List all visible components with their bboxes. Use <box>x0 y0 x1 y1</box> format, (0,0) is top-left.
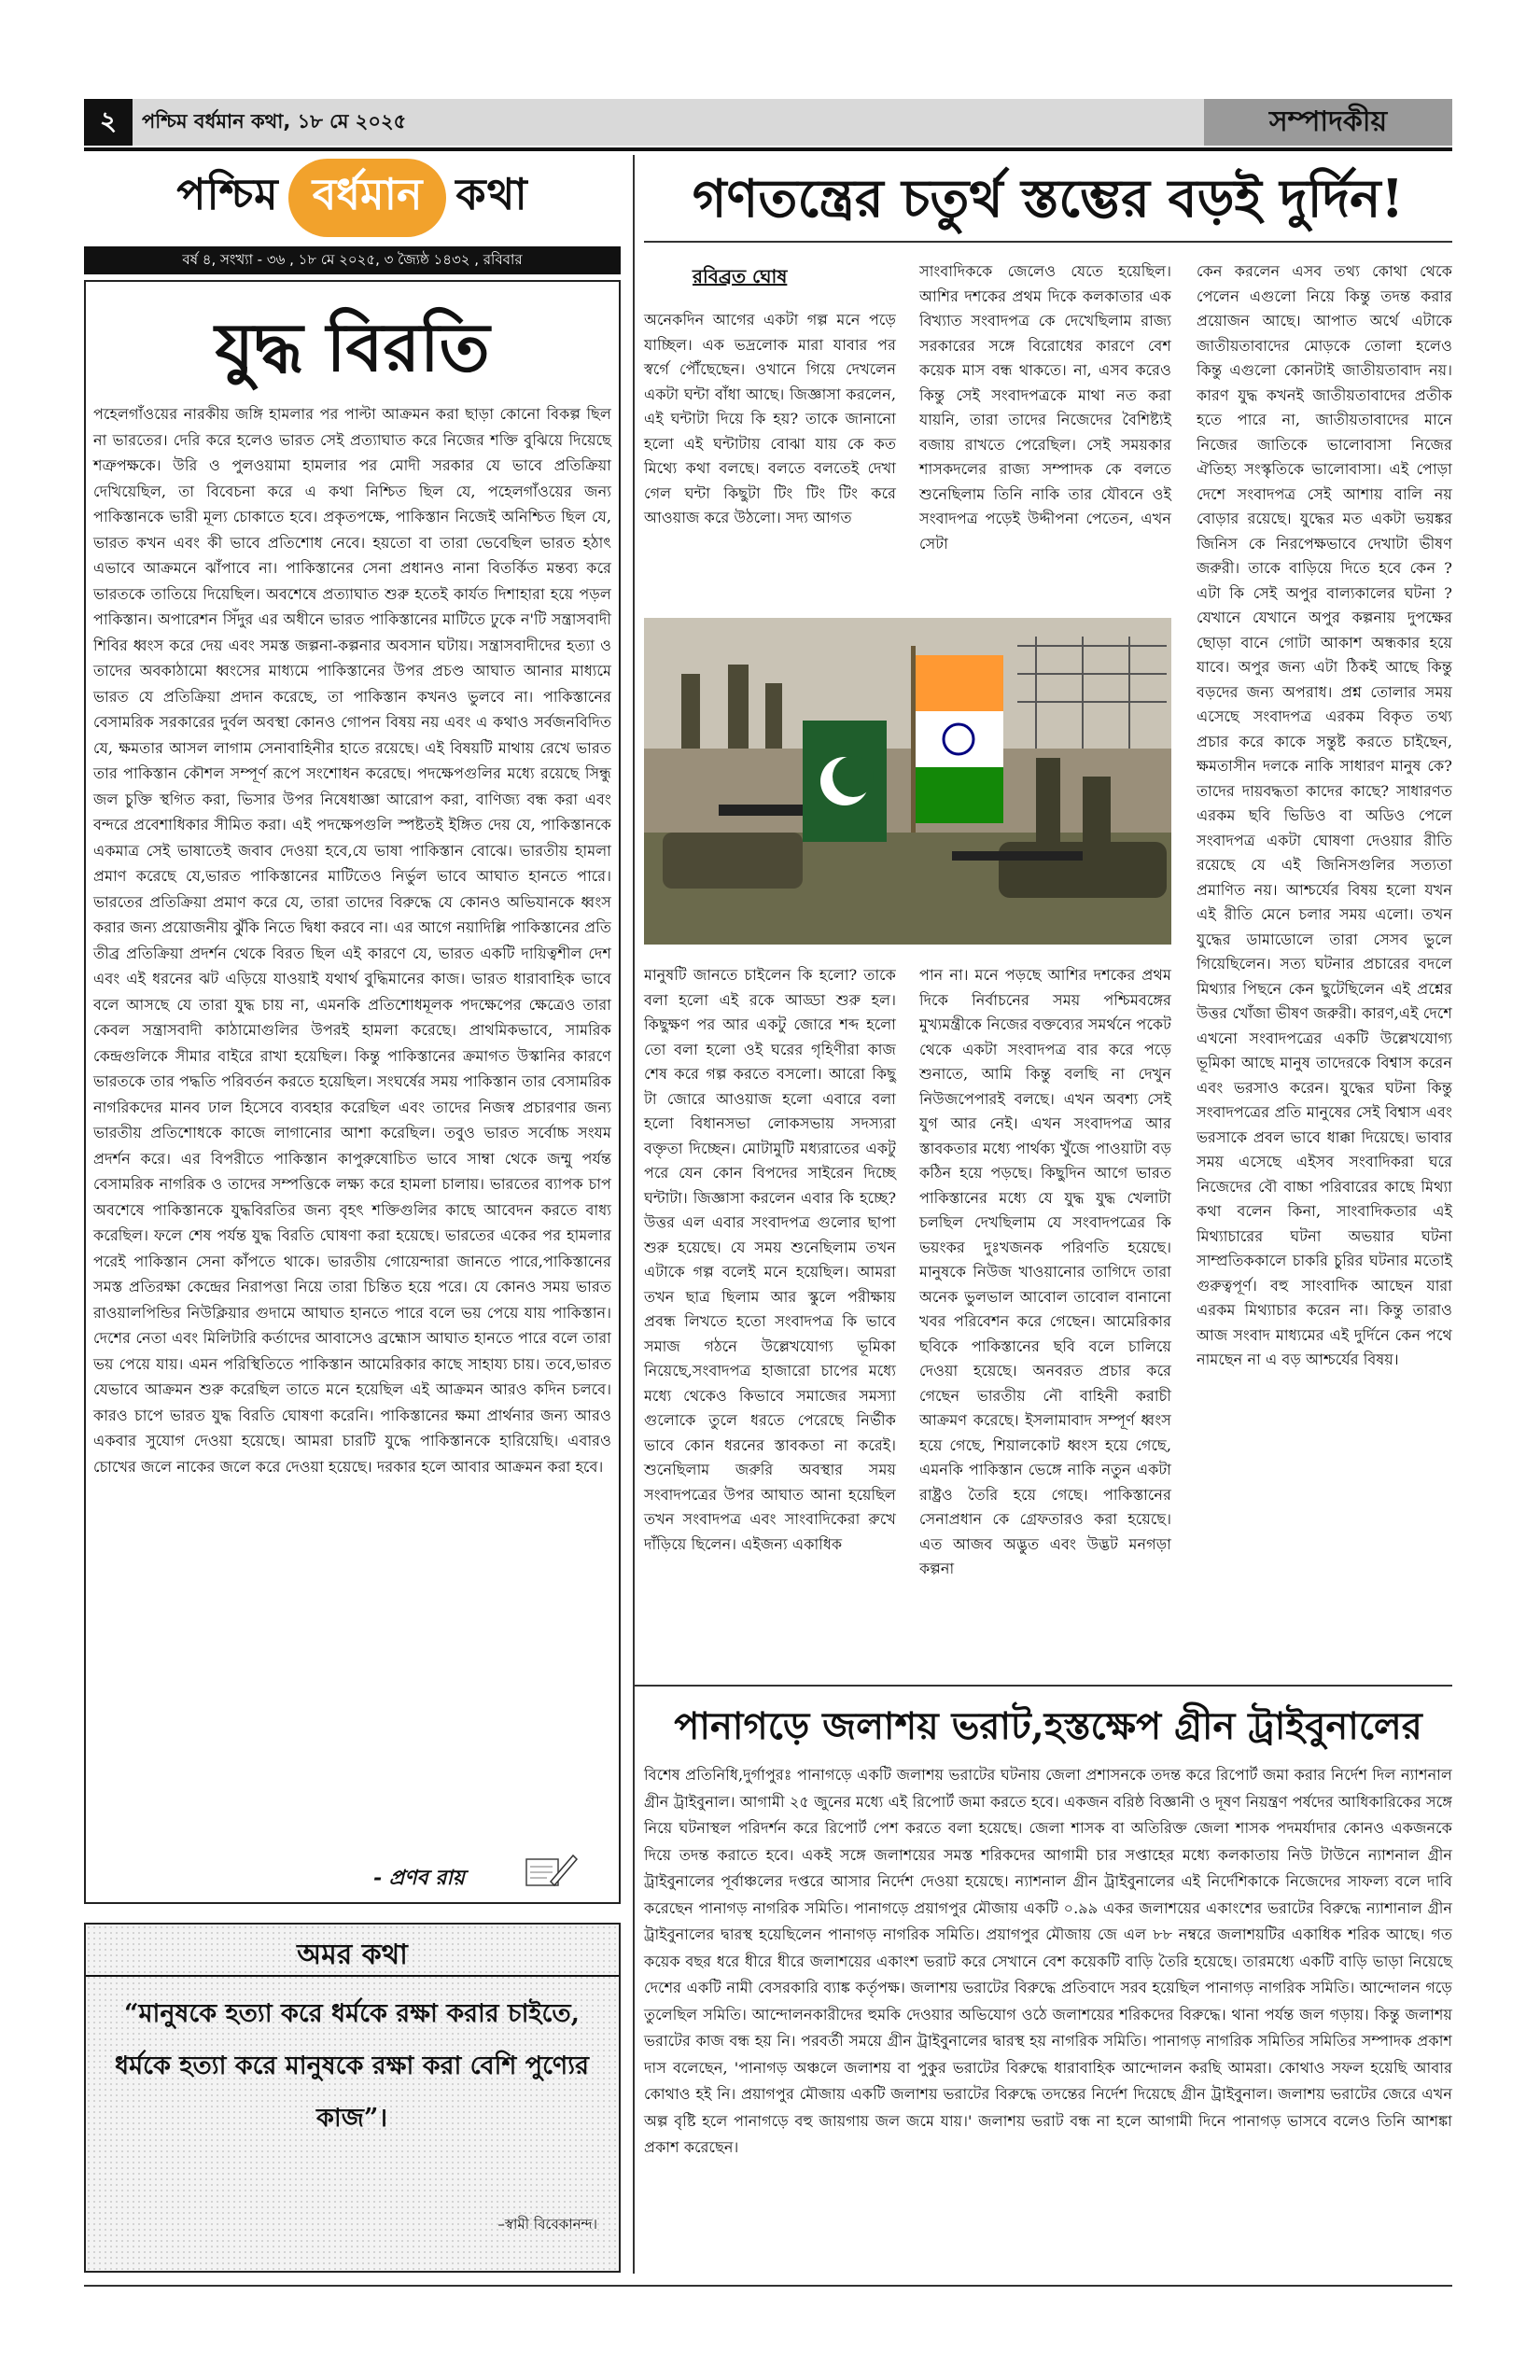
article-col-2-top: সাংবাদিককে জেলেও যেতে হয়েছিল। আশির দশকের প্রথম দিকে কলকাতার এক বিখ্যাত সংবাদপত্র কে দেখেছিলাম রাজ্য সরকারের সঙ্গে বিরোধের কারণে বেশ কয়েক মাস বন্ধ থাকতে। না, এসব করেও কিন্তু সেই সংবাদপত্রকে মাথা নত করা যায়নি, তারা তাদের নিজেদের বৈশিষ্ট্যই বজায় রাখতে পেরেছিল। সেই সময়কার শাসকদলের রাজ্য সম্পাদক কে বলতে শুনেছিলাম তিনি নাকি তার যৌবনে ওই সংবাদপত্র পড়েই উদ্দীপনা পেতেন, এখন সেটা <box>919 262 1171 553</box>
pen-icon <box>523 1850 579 1891</box>
pakistan-flag <box>803 721 887 842</box>
main-headline: গণতন্ত্রের চতুর্থ স্তম্ভের বড়ই দুর্দিন! <box>692 168 1405 230</box>
masthead-logo <box>84 157 621 239</box>
bottom-rule <box>84 2285 1452 2287</box>
column-divider <box>633 155 635 2274</box>
editorial-body: পহেলগাঁওয়ের নারকীয় জঙ্গি হামলার পর পাল্টা আক্রমন করা ছাড়া কোনো বিকল্প ছিল না ভারতের। দেরি করে হলেও ভারত সেই প্রত্যাঘাত করে নিজের শক্তি বুঝিয়ে দিয়েছে শত্রুপক্ষকে। উরি ও পুলওয়ামা হামলার পর মোদী সরকার যে ভাবে প্রতিক্রিয়া দেখিয়েছিল, তা বিবেচনা করে এ কথা নিশ্চিত ছিল যে, পহেলগাঁওয়ের জন্য পাকিস্তানকে ভারী মূল্য চোকাতে হবে। প্রকৃতপক্ষে, পাকিস্তান নিজেই অনিশ্চিত ছিল যে, ভারত কখন এবং কী ভাবে প্রতিশোধ নেবে। হয়তো বা তারা ভেবেছিল ভারত হঠাৎ এভাবে আক্রমনে ঝাঁপাবে না। পাকিস্তানের সেনা প্রধানও নানা বিতর্কিত মন্তব্য করে ভারতকে তাতিয়ে দিয়েছিল। অবশেষে প্রত্যাঘাত শুরু হতেই কার্যত দিশাহারা হয়ে পড়ল পাকিস্তান। অপারেশন সিঁদুর এর অধীনে ভারত পাকিস্তানের মাটিতে ঢুকে ন'টি সন্ত্রাসবাদী শিবির ধ্বংস করে দেয় এবং সমস্ত জল্পনা-কল্পনার অবসান ঘটায়। সন্ত্রাসবাদীদের হত্যা ও তাদের অবকাঠামো ধ্বংসের মাধ্যমে পাকিস্তানের উপর প্রচণ্ড আঘাত আনার মাধ্যমে ভারত যে প্রতিক্রিয়া প্রদান করেছে, তা পাকিস্তান কখনও ভুলবে না। পাকিস্তানের বেসামরিক সরকারের দুর্বল অবস্থা কোনও গোপন বিষয় নয় এবং এ কথাও সর্বজনবিদিত যে, ক্ষমতার আসল লাগাম সেনাবাহিনীর হাতে রয়েছে। এই বিষয়টি মাথায় রেখে ভারত তার পাকিস্তান কৌশল সম্পূর্ণ রূপে সংশোধন করেছে। পদক্ষেপগুলির মধ্যে রয়েছে সিন্ধু জল চুক্তি স্থগিত করা, ভিসার উপর নিষেধাজ্ঞা আরোপ করা, বাণিজ্য বন্ধ করা এবং বন্দরে প্রবেশাধিকার সীমিত করা। এই পদক্ষেপগুলি স্পষ্টতই ইঙ্গিত দেয় যে, পাকিস্তানকে একমাত্র সেই ভাষাতেই জবাব দেওয়া হবে,যে ভাষা পাকিস্তান বোঝে। ভারতীয় হামলা প্রমাণ করেছে যে,ভারত পাকিস্তানের মাটিতেও নির্ভুল ভাবে আঘাত হানতে পারে। ভারতের প্রতিক্রিয়া প্রমাণ করে যে, তারা তাদের বিরুদ্ধে যে কোনও অভিযানকে ধ্বংস করার জন্য প্রয়োজনীয় ঝুঁকি নিতে দ্বিধা করবে না। এর আগে নয়াদিল্লি পাকিস্তানের প্রতি তীব্র প্রতিক্রিয়া প্রদর্শন থেকে বিরত ছিল এই কারণে যে, ভারত একটি দায়িত্বশীল দেশ এবং এই ধরনের ঝট এড়িয়ে যাওয়াই যথার্থ বুদ্ধিমানের কাজ। ভারত ধারাবাহিক ভাবে বলে আসছে যে তারা যুদ্ধ চায় না, এমনকি প্রতিশোধমূলক পদক্ষেপের ক্ষেত্রেও তারা কেবল সন্ত্রাসবাদী কাঠামোগুলির উপরই হামলা করেছে। প্রাথমিকভাবে, সামরিক কেন্দ্রগুলিকে সীমার বাইরে রাখা হয়েছিল। কিন্তু পাকিস্তানের ক্রমাগত উস্কানির কারণে ভারতকে তার পদ্ধতি পরিবর্তন করতে হয়েছিল। সংঘর্ষের সময় পাকিস্তান তার বেসামরিক নাগরিকদের মানব ঢাল হিসেবে ব্যবহার করেছিল এবং তাদের নিজস্ব প্রচারণার জন্য ভারতীয় প্রতিশোধকে কাজে লাগানোর আশা করেছিল। তবুও ভারত সর্বোচ্চ সংযম প্রদর্শন করে। এর বিপরীতে পাকিস্তান কাপুরুষোচিত ভাবে সাম্বা থেকে জম্মু পর্যন্ত বেসামরিক নাগরিক ও তাদের সম্পত্তিকে লক্ষ্য করে হামলা চালায়। ভারতের ব্যাপক চাপ অবশেষে পাকিস্তানকে যুদ্ধবিরতির জন্য বৃহৎ শক্তিগুলির কাছে আবেদন করতে বাধ্য করেছিল। ফলে শেষ পর্যন্ত যুদ্ধ বিরতি ঘোষণা করা হয়েছে। ভারতের একের পর হামলার পরেই পাকিস্তান সেনা কাঁপতে থাকে। ভারতীয় গোয়েন্দারা জানতে পারে,পাকিস্তানের সমস্ত প্রতিরক্ষা কেন্দ্রের নিরাপত্তা নিয়ে তারা চিন্তিত হয়ে পরে। যে কোনও সময় ভারত রাওয়ালপিন্ডির নিউক্লিয়ার গুদামে আঘাত হানতে পারে বলে ভয় পেয়ে যায় পাকিস্তান। দেশের নেতা এবং মিলিটারি কর্তাদের আবাসেও ব্রহ্মোস আঘাত হানতে পারে বলে তারা ভয় পেয়ে যায়। এমন পরিস্থিতিতে পাকিস্তান আমেরিকার কাছে সাহায্য চায়। তবে,ভারত যেভাবে আক্রমন শুরু করেছিল তাতে মনে হয়েছিল এই আক্রমন আরও কদিন চলবে। কারও চাপে ভারত যুদ্ধ বিরতি ঘোষণা করেনি। পাকিস্তানের ক্ষমা প্রার্থনার জন্য আরও একবার সুযোগ দেওয়া হয়েছে। আমরা চারটি যুদ্ধে পাকিস্তানকে হারিয়েছি। এবারও চোখের জলে নাকের জলে করে দেওয়া হয়েছে। দরকার হলে আবার আক্রমন করা হবে। <box>93 405 611 1476</box>
article-col-1-bottom: মানুষটি জানতে চাইলেন কি হলো? তাকে বলা হলো এই রকে আড্ডা শুরু হল। কিছুক্ষণ পর আর একটু জোরে শব্দ হলো তো বলা হলো ওই ঘরের গৃহিণীরা কাজ শেষ করে গল্প করতে বসলো। আরো কিছু টা জোরে আওয়াজ হলো এবারে বলা হলো বিধানসভা লোকসভায় সদস্যরা বক্তৃতা দিচ্ছেন। মোটামুটি মধ্যরাতের একটু পরে যেন কোন বিপদের সাইরেন দিচ্ছে ঘন্টাটা। জিজ্ঞাসা করলেন এবার কি হচ্ছে? উত্তর এল এবার সংবাদপত্র গুলোর ছাপা শুরু হয়েছে। যে সময় শুনেছিলাম তখন এটাকে গল্প বলেই মনে হয়েছিল। আমরা তখন ছাত্র ছিলাম আর স্কুলে পরীক্ষায় প্রবন্ধ লিখতে হতো সংবাদপত্র কি ভাবে সমাজ গঠনে উল্লেখযোগ্য ভূমিকা নিয়েছে,সংবাদপত্র হাজারো চাপের মধ্যে মধ্যে থেকেও কিভাবে সমাজের সমস্যা গুলোকে তুলে ধরতে পেরেছে নির্ভীক ভাবে কোন ধরনের স্তাবকতা না করেই। শুনেছিলাম জরুরি অবস্থার সময় সংবাদপত্রের উপর আঘাত আনা হয়েছিল তখন সংবাদপত্র এবং সাংবাদিকেরা রুখে দাঁড়িয়ে ছিলেন। এইজন্য একাধিক <box>644 966 896 1553</box>
publication-line: পশ্চিম বর্ধমান কথা, ১৮ মে ২০২৫ <box>142 109 407 133</box>
war-collage-photo <box>644 618 1171 945</box>
byline: রবিব্রত ঘোষ <box>693 265 788 287</box>
masthead-part-3: কথা <box>455 169 528 219</box>
issue-line: বর্ষ ৪, সংখ্যা - ৩৬ , ১৮ মে ২০২৫, ৩ জ্যৈষ্ঠ ১৪৩২ , রবিবার <box>84 246 621 274</box>
quote-divider <box>86 1975 619 1977</box>
editorial-title: যুদ্ধ বিরতি <box>215 307 490 386</box>
article-col-3: কেন করলেন এসব তথ্য কোথা থেকে পেলেন এগুলো নিয়ে কিন্তু তদন্ত করার প্রয়োজন আছে। আপাত অর্থে এটাকে জাতীয়তাবাদের মোড়কে তোলা হলেও কিন্তু এগুলো কোনটাই জাতীয়তাবাদ নয়। কারণ যুদ্ধ কখনই জাতীয়তাবাদের প্রতীক হতে পারে না, জাতীয়তাবাদের মানে নিজের জাতিকে ভালোবাসা নিজের ঐতিহ্য সংস্কৃতিকে ভালোবাসা। এই পোড়া দেশে সংবাদপত্র সেই আশায় বালি নয় বোড়ার রয়েছে। যুদ্ধের মত একটা ভয়ঙ্কর জিনিস কে নিরপেক্ষভাবে দেখাটা ভীষণ জরুরী। তাকে বাড়িয়ে দিতে হবে কেন ? এটা কি সেই অপুর বাল্যকালের ঘটনা ? যেখানে যেখানে অপুর কল্পনায় দুপক্ষের ছোড়া বানে গোটা আকাশ অন্ধকার হয়ে যাবে। অপুর জন্য এটা ঠিকই আছে কিন্তু বড়দের জন্য অপরাধ। প্রশ্ন তোলার সময় এসেছে সংবাদপত্র এরকম বিকৃত তথ্য প্রচার করে কাকে সন্তুষ্ট করতে চাইছেন, ক্ষমতাসীন দলকে নাকি সাধারণ মানুষ কে? তাদের দায়বদ্ধতা কাদের কাছে? সাধারণত এরকম ছবি ভিডিও বা অডিও পেলে সংবাদপত্র একটা ঘোষণা দেওয়ার রীতি রয়েছে যে এই জিনিসগুলির সত্যতা প্রমাণিত নয়। আশ্চর্যের বিষয় হলো যখন এই রীতি মেনে চলার সময় এলো। তখন যুদ্ধের ডামাডোলে তারা সেসব ভুলে গিয়েছিলেন। সত্য ঘটনার প্রচারের বদলে মিথ্যার পিছনে কেন ছুটেছিলেন এই প্রশ্নের উত্তর খোঁজা ভীষণ জরুরী। কারণ,এই দেশে এখনো সংবাদপত্রের একটি উল্লেখযোগ্য ভূমিকা আছে মানুষ তাদেরকে বিশ্বাস করেন এবং ভরসাও করেন। যুদ্ধের ঘটনা কিন্তু সংবাদপত্রের প্রতি মানুষের সেই বিশ্বাস এবং ভরসাকে প্রবল ভাবে ধাক্কা দিয়েছে। ভাবার সময় এসেছে এইসব সংবাদিকরা ঘরে নিজেদের বৌ বাচ্চা পরিবারের কাছে মিথ্যা কথা বলেন কিনা, সাংবাদিকতার এই মিথ্যাচারের ঘটনা অভয়ার ঘটনা সাম্প্রতিককালে চাকরি চুরির ঘটনার মতোই গুরুত্বপূর্ণ। বহু সাংবাদিক আছেন যারা এরকম মিথ্যাচার করেন না। কিন্তু তারাও আজ সংবাদ মাধ্যমের এই দুর্দিনে কেন পথে নামছেন না এ বড় আশ্চর্যের বিষয়। <box>1197 262 1452 1368</box>
second-article-body: বিশেষ প্রতিনিধি,দুর্গাপুরঃ পানাগড়ে একটি জলাশয় ভরাটের ঘটনায় জেলা প্রশাসনকে তদন্ত করে রিপোর্ট জমা করার নির্দেশ দিল ন্যাশনাল গ্রীন ট্রাইবুনাল। আগামী ২৫ জুনের মধ্যে এই রিপোর্ট জমা করতে হবে। একজন বরিষ্ঠ বিজ্ঞানী ও দূষণ নিয়ন্ত্রণ পর্ষদের আধিকারিকের সঙ্গে নিয়ে ঘটনাস্থল পরিদর্শন করে রিপোর্ট পেশ করতে বলা হয়েছে। জেলা শাসক বা অতিরিক্ত জেলা শাসক পদমর্যাদার কোনও একজনকে দিয়ে তদন্ত করাতে হবে। একই সঙ্গে জলাশয়ের সমস্ত শরিকদের আগামী চার সপ্তাহের মধ্যে কলকাতায় নিউ টাউনে ন্যাশনাল গ্রীন ট্রাইবুনালের পূর্বাঞ্চলের দপ্তরে আসার নির্দেশ দেওয়া হয়েছে। ন্যাশনাল গ্রীন ট্রাইবুনালের এই নির্দেশিকাকে নিজেদের সাফল্য বলে দাবি করেছেন পানাগড় নাগরিক সমিতি। পানাগড়ে প্রয়াগপুর মৌজায় একটি ০.৯৯ একর জলাশয়ের একাংশের ভরাটের বিরুদ্ধে ন্যাশানাল গ্রীন ট্রাইবুনালের দ্বারস্থ হয়েছিলেন পানাগড় নাগরিক সমিতি। প্রয়াগপুর মৌজায় জে এল ৮৮ নম্বরে জলাশয়টির একাধিক শরিক আছে। গত কয়েক বছর ধরে ধীরে ধীরে জলাশয়ের একাংশ ভরাট করে সেখানে বেশ কয়েকটি বাড়ি তৈরি হয়েছে। তারমধ্যে একটি বাড়ি ভাড়া নিয়েছে দেশের একটি নামী বেসরকারি ব্যাঙ্ক কর্তৃপক্ষ। জলাশয় ভরাটের বিরুদ্ধে প্রতিবাদে সরব হয়েছিল পানাগড় নাগরিক সমিতি। আন্দোলন গড়ে তুলেছিল সমিতি। আন্দোলনকারীদের হুমকি দেওয়ার অভিযোগ ওঠে জলাশয়ের শরিকদের বিরুদ্ধে। থানা পর্যন্ত জল গড়ায়। কিন্তু জলাশয় ভরাটের কাজ বন্ধ হয় নি। পরবর্তী সময়ে গ্রীন ট্রাইবুনালের দ্বারস্থ হয় নাগরিক সমিতি। পানাগড় নাগরিক সমিতির সমিতির সম্পাদক প্রকাশ দাস বলেছেন, 'পানাগড় অঞ্চলে জলাশয় বা পুকুর ভরাটের বিরুদ্ধে ধারাবাহিক আন্দোলন করছি আমরা। কোথাও সফল হয়েছি আবার কোথাও হই নি। প্রয়াগপুর মৌজায় একটি জলাশয় ভরাটের বিরুদ্ধে তদন্তের নির্দেশ দিয়েছে গ্রীন ট্রাইবুনাল। জলাশয় ভরাটের জেরে এখন অল্প বৃষ্টি হলে পানাগড়ে বহু জায়গায় জল জমে যায়।' জলাশয় ভরাট বন্ধ না হলে আগামী দিনে পানাগড় ভাসবে বলেও তিনি আশঙ্কা প্রকাশ করেছেন। <box>644 1766 1453 2156</box>
article-col-1-top: অনেকদিন আগের একটা গল্প মনে পড়ে যাচ্ছিল। এক ভদ্রলোক মারা যাবার পর স্বর্গে পৌঁছেছেন। ওখানে গিয়ে দেখলেন একটা ঘন্টা বাঁধা আছে। জিজ্ঞাসা করলেন, এই ঘন্টাটা দিয়ে কি হয়? তাকে জানানো হলো এই ঘন্টাটায় বোঝা যায় কে কত মিথ্যে কথা বলছে। বলতে বলতেই দেখা গেল ঘন্টা কিছুটা টিং টিং টিং করে আওয়াজ করে উঠলো। সদ্য আগত <box>644 311 896 526</box>
quote-heading: অমর কথা <box>297 1939 408 1971</box>
article-col-2-bottom: পান না। মনে পড়ছে আশির দশকের প্রথম দিকে নির্বাচনের সময় পশ্চিমবঙ্গের মুখ্যমন্ত্রীকে নিজের বক্তব্যের সমর্থনে পকেট থেকে একটা সংবাদপত্র বার করে পড়ে শুনাতে, আমি কিন্তু বলছি না দেখুন নিউজপেপারই বলছে। এখন অবশ্য সেই যুগ আর নেই। এখন সংবাদপত্র আর স্তাবকতার মধ্যে পার্থক্য খুঁজে পাওয়াটা বড় কঠিন হয়ে পড়ছে। কিছুদিন আগে ভারত পাকিস্তানের মধ্যে যে যুদ্ধ যুদ্ধ খেলাটা চলছিল দেখছিলাম যে সংবাদপত্রের কি ভয়ংকর দুঃখজনক পরিণতি হয়েছে। মানুষকে নিউজ খাওয়ানোর তাগিদে তারা অনেক ভুলভাল আবোল তাবোল বানানো খবর পরিবেশন করে গেছেন। আমেরিকার ছবিকে পাকিস্তানের ছবি বলে চালিয়ে দেওয়া হয়েছে। অনবরত প্রচার করে গেছেন ভারতীয় নৌ বাহিনী করাচী আক্রমণ করেছে। ইসলামাবাদ সম্পূর্ণ ধ্বংস হয়ে গেছে, শিয়ালকোট ধ্বংস হয়ে গেছে, এমনকি পাকিস্তান ভেঙ্গে নাকি নতুন একটা রাষ্ট্রও তৈরি হয়ে গেছে। পাকিস্তানের সেনাপ্রধান কে গ্রেফতারও করা হয়েছে। এত আজব অদ্ভুত এবং উদ্ভট মনগড়া কল্পনা <box>919 966 1171 1577</box>
quote-author: –স্বামী বিবেকানন্দ। <box>497 2216 597 2233</box>
headline-rule <box>644 241 1452 243</box>
india-flag <box>911 646 1003 833</box>
editorial-signature: - প্রণব রায় <box>373 1866 465 1890</box>
page-number: ২ <box>84 99 133 146</box>
second-article-rule <box>635 1685 1452 1687</box>
masthead-part-2: বর্ধমান <box>288 159 447 237</box>
section-label: সম্পাদকীয় <box>1204 99 1452 146</box>
second-headline: পানাগড়ে জলাশয় ভরাট,হস্তক্ষেপ গ্রীন ট্রাইবুনালের <box>674 1704 1422 1748</box>
header-rule <box>84 147 1452 151</box>
quote-text: “মানুষকে হত্যা করে ধর্মকে রক্ষা করার চাইতে, ধর্মকে হত্যা করে মানুষকে রক্ষা করা বেশি পুণ্যের কাজ”। <box>115 1999 589 2133</box>
masthead-part-1: পশ্চিম <box>176 169 279 219</box>
